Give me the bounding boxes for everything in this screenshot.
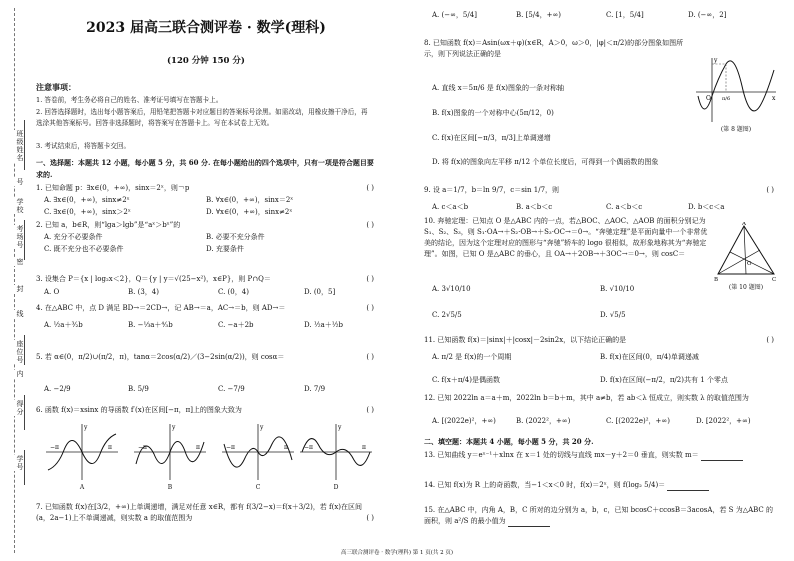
option-a: A. O [44, 288, 60, 296]
question-11 [424, 335, 774, 346]
answer-paren: ( ) [766, 186, 774, 194]
field-seat: 座位号 [3, 340, 25, 364]
option-b: B. 5/9 [128, 385, 149, 393]
question-15 [424, 505, 774, 527]
option-d: D. 7/9 [304, 385, 326, 393]
graph-label-c: C [255, 484, 261, 491]
question-stem: 4. 在△ABC 中，点 D 满足 BD→＝2CD→，记 AB→＝a，AC→＝b，则 AD→＝ [36, 304, 286, 312]
question-8 [424, 38, 694, 60]
option-d: D. (−∞，2] [688, 11, 727, 19]
option-c: C. ∃x∈(0，+∞)，sinx＞2ˣ [44, 208, 131, 216]
option-a: A. [(2022e)²，+∞) [432, 417, 496, 425]
option-c: C. f(x＋π/4)是偶函数 [432, 376, 500, 384]
section-heading: 一、选择题：本题共 12 小题，每小题 5 分，共 60 分. 在每小题给出的四个选项中，只有一项是符合题目要求的. [36, 158, 374, 179]
graph-option-d [298, 420, 374, 491]
svg-text:C: C [772, 277, 777, 282]
mark-mi: 密 [3, 258, 25, 266]
question-stem: 10. 奔驰定理：已知点 O 是△ABC 内的一点，若△BOC、△AOC、△AOB 的面积分别记为 S₁、S₂、S₃，则 S₁·OA→＋S₂·OB→＋S₃·OC→＝0→。“奔驰定理”是平面向量中一个非常优美的结论，因为这个定理对应的图形与“奔驰”轿车的 logo 很相似，故形象地称其为“奔驰定理”。如图，已知 O 是△ABC 的垂心，且 OA→＋2OB→＋3OC→＝0→，则 cosC＝ [424, 217, 708, 258]
question-stem: 1. 已知命题 p：∃x∈(0，+∞)，sinx＝2ˣ，则￢p [36, 184, 190, 192]
option-d: D. √5/5 [600, 311, 626, 319]
option-a: A. ½a＋³⁄₂b [44, 321, 83, 329]
option-b: B. (2022²，+∞) [516, 417, 571, 425]
mark-nei: 内 [3, 370, 25, 378]
fill-line [24, 450, 25, 485]
fill-line [24, 220, 25, 260]
figure-q8 [694, 56, 778, 133]
option-b: B. [5/4，+∞) [516, 11, 562, 19]
field-score: 得分 [3, 400, 25, 416]
note-item: 3. 考试结束后，将答题卡交回。 [36, 142, 131, 150]
graph-option-a [44, 420, 120, 491]
option-a: A. −2/9 [44, 385, 71, 393]
notes-heading: 注意事项： [36, 82, 76, 92]
svg-text:y: y [714, 57, 718, 64]
question-5 [36, 352, 374, 363]
fill-line [24, 395, 25, 430]
option-b: B. f(x)在区间(0，π/4)单调递减 [600, 353, 699, 361]
svg-text:π: π [196, 444, 200, 451]
option-d: D. ∀x∈(0，+∞)，sinx≠2ˣ [206, 208, 293, 216]
fill-line [24, 335, 25, 365]
option-d: D. [2022²，+∞) [696, 417, 751, 425]
option-d: D. f(x)在区间(−π/2，π/2)共有 1 个零点 [600, 376, 728, 384]
option-b: B. ∀x∈(0，+∞)，sinx＝2ˣ [206, 196, 294, 204]
option-d: D. ½a＋½b [304, 321, 344, 329]
cut-line [14, 8, 15, 553]
option-d: D. 将 f(x)的图象向左平移 π/12 个单位长度后，可得到一个偶函数的图象 [432, 158, 659, 166]
question-stem: 5. 若 α∈(0，π/2)∪(π/2，π)，tanα＝2cos(α/2)／(3−2sin(α/2))，则 cosα＝ [36, 353, 285, 361]
option-b: B. −⅓a＋⁴⁄₃b [128, 321, 173, 329]
answer-paren: ( ) [766, 336, 774, 344]
option-d: D. 充要条件 [206, 245, 244, 253]
option-d: D. b＜c＜a [688, 203, 725, 211]
fill-line [24, 120, 25, 170]
note-item: 1. 答卷前，考生务必将自己的姓名、准考证号填写在答题卡上。 [36, 96, 223, 104]
option-a: A. 直线 x＝5π/6 是 f(x)图象的一条对称轴 [432, 84, 564, 92]
svg-text:A: A [742, 222, 746, 227]
graph-label-d: D [333, 484, 339, 491]
question-stem: 11. 已知函数 f(x)＝|sinx|＋|cosx|－2sin2x，以下结论正确的是 [424, 336, 627, 344]
answer-paren: ( ) [366, 406, 374, 414]
question-stem: 12. 已知 2022ln a＝a＋m，2022ln b＝b＋m，其中 a≠b，若 ab＜λ 恒成立，则实数 λ 的取值范围为 [424, 394, 749, 402]
page-footer: 高三联合测评卷 · 数学(理科) 第 1 页(共 2 页) [340, 550, 454, 556]
option-b: B. a＜b＜c [516, 203, 553, 211]
question-9 [424, 185, 774, 196]
option-c: C. −7/9 [218, 385, 245, 393]
svg-text:−π: −π [226, 444, 235, 451]
option-c: C. −a＋2b [218, 321, 254, 329]
question-2 [36, 220, 374, 231]
answer-paren: ( ) [366, 275, 374, 283]
option-a: A. π/2 是 f(x)的一个周期 [432, 353, 512, 361]
svg-text:π: π [284, 444, 288, 451]
svg-text:y: y [338, 424, 342, 431]
question-13 [424, 450, 774, 461]
option-c: C. 2√5/5 [432, 311, 462, 319]
field-school: 学校 [3, 198, 25, 214]
figure-q10 [714, 222, 778, 291]
option-b: B. 必要不充分条件 [206, 233, 265, 241]
option-c: C. 既不充分也不必要条件 [44, 245, 124, 253]
option-c: C. [(2022e)²，+∞) [606, 417, 670, 425]
answer-paren: ( ) [366, 353, 374, 361]
question-4 [36, 303, 374, 314]
graph-option-c [220, 420, 296, 491]
question-stem: 13. 已知曲线 y＝eˣ⁻¹＋xlnx 在 x＝1 处的切线与直线 mx－y＋2＝0 垂直，则实数 m＝ [424, 451, 699, 459]
question-1 [36, 183, 374, 194]
section-heading: 二、填空题：本题共 4 小题，每小题 5 分，共 20 分. [424, 437, 594, 446]
question-12 [424, 393, 774, 404]
svg-text:π: π [108, 444, 112, 451]
mark-feng: 封 [3, 285, 25, 293]
answer-paren: ( ) [366, 514, 374, 522]
field-hao: 号 [3, 178, 25, 186]
question-stem: 15. 在△ABC 中，内角 A，B，C 所对的边分别为 a，b，c，已知 bcosC＋ccosB＝3acosA，若 S 为△ABC 的面积，则 a²/S 的最小值为 [424, 506, 773, 525]
question-6 [36, 405, 374, 416]
exam-meta: (120 分钟 150 分) [167, 56, 245, 66]
svg-text:−π: −π [50, 444, 59, 451]
svg-text:B: B [714, 277, 719, 282]
binding-margin [0, 0, 30, 561]
question-stem: 9. 设 a＝1/7，b＝ln 9/7，c＝sin 1/7，则 [424, 186, 560, 194]
question-stem: 2. 已知 a，b∈R，则“lga＞lgb”是“aˣ＞bˣ”的 [36, 221, 181, 229]
svg-text:O: O [747, 261, 752, 267]
option-b: B. (3，4) [128, 288, 159, 296]
question-stem: 7. 已知函数 f(x)在[3/2，+∞)上单调递增，满足对任意 x∈R，都有 f(3/2−x)＝f(x＋3/2)，若 f(x)在区间(a，2a−1)上不单调递减，则实数 a 的取值范围为 [36, 503, 363, 522]
graph-label-a: A [79, 484, 85, 491]
note-item: 2. 回答选择题时，选出每小题答案后，用铅笔把答题卡对应题目的答案标号涂黑。如需改动，用橡皮擦干净后，再选涂其他答案标号。回答非选择题时，将答案写在答题卡上。写在本试卷上无效。 [36, 108, 368, 127]
option-a: A. 充分不必要条件 [44, 233, 103, 241]
option-a: A. (−∞，5/4] [432, 11, 477, 19]
svg-text:−π: −π [138, 444, 147, 451]
question-stem: 3. 设集合 P＝{x | log₂x＜2}，Q＝{y | y＝√(25−x²)，x∈P}，则 P∩Q＝ [36, 275, 271, 283]
svg-text:x: x [772, 95, 776, 102]
question-stem: 8. 已知函数 f(x)＝Asin(ωx＋φ)(x∈R，A＞0，ω＞0，|φ|＜π/2)的部分图象如图所示，则下列说法正确的是 [424, 39, 684, 58]
mark-xian: 线 [3, 310, 25, 318]
question-3 [36, 274, 374, 285]
option-d: D. (0，5] [304, 288, 336, 296]
svg-text:−π: −π [304, 444, 313, 451]
field-exam-room: 考场号 [3, 225, 25, 249]
figure-caption: (第 10 题图) [728, 284, 764, 291]
question-10 [424, 216, 709, 260]
graph-label-b: B [167, 484, 173, 491]
option-c: C. a＜b＜c [606, 203, 643, 211]
svg-text:y: y [260, 424, 264, 431]
field-class-name: 班级姓名 [3, 130, 25, 162]
answer-blank[interactable] [508, 518, 550, 527]
option-c: C. (0，4) [218, 288, 249, 296]
option-a: A. c＜a＜b [432, 203, 469, 211]
answer-blank[interactable] [667, 482, 709, 491]
option-c: C. f(x)在区间[−π/3，π/3]上单调递增 [432, 134, 551, 142]
answer-paren: ( ) [366, 221, 374, 229]
answer-paren: ( ) [366, 304, 374, 312]
svg-text:y: y [172, 424, 176, 431]
paper-title: 2023 届高三联合测评卷 · 数学(理科) [86, 20, 326, 36]
option-b: B. √10/10 [600, 285, 635, 293]
svg-text:π/6: π/6 [722, 96, 731, 102]
figure-caption: (第 8 题图) [720, 126, 752, 133]
question-stem: 6. 函数 f(x)＝xsinx 的导函数 f′(x)在区间[−π，π]上的图象大致为 [36, 406, 242, 414]
svg-text:y: y [84, 424, 88, 431]
question-stem: 14. 已知 f(x)为 R 上的奇函数，当−1＜x＜0 时，f(x)＝2ˣ，则 f(log₂ 5/4)＝ [424, 481, 666, 489]
svg-text:π: π [362, 444, 366, 451]
option-a: A. 3√10/10 [432, 285, 471, 293]
option-c: C. [1，5/4] [606, 11, 644, 19]
svg-text:O: O [706, 95, 711, 102]
option-b: B. f(x)图象的一个对称中心(5π/12，0) [432, 109, 554, 117]
field-student-id: 学号 [3, 455, 25, 471]
question-14 [424, 480, 774, 491]
graph-option-b [132, 420, 208, 491]
option-a: A. ∃x∈(0，+∞)，sinx≠2ˣ [44, 196, 130, 204]
question-7 [36, 502, 374, 524]
answer-blank[interactable] [701, 452, 743, 461]
answer-paren: ( ) [366, 184, 374, 192]
